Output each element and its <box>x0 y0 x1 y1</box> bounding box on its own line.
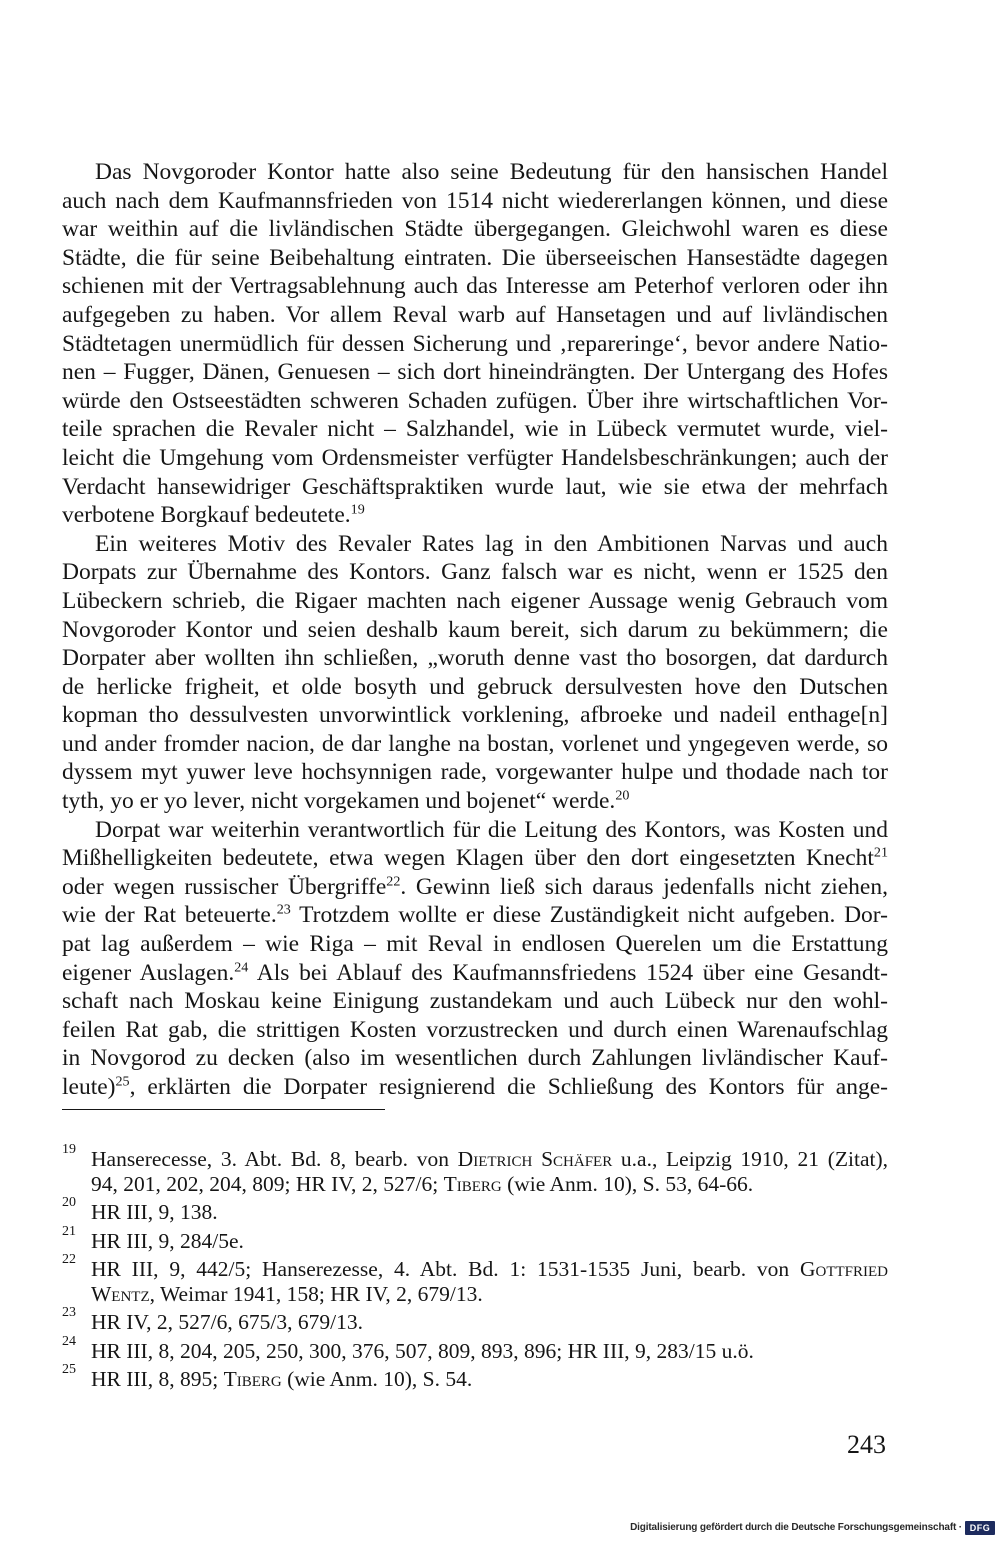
text-segment: Ein weiteres Motiv des Revaler Rates lag in den Ambitionen Narvas und auch <box>95 530 888 557</box>
text-line <box>62 930 888 959</box>
footnote-25 <box>62 1362 888 1392</box>
text-line <box>62 330 888 359</box>
text-segment: nen – Fugger, Dänen, Genuesen – sich dort hineindrängten. Der Untergang des Hofes <box>62 359 888 386</box>
footnote-number: 21 <box>62 1223 76 1239</box>
text-line <box>62 1073 888 1102</box>
text-segment: tyth, yo er yo lever, nicht vorgekamen und bojenet“ werde. <box>62 788 616 815</box>
text-line <box>62 901 888 930</box>
text-segment: pat lag außerdem – wie Riga – mit Reval in endlosen Querelen um die Erstattung <box>62 931 888 958</box>
text-segment: Städtetagen unermüdlich für dessen Sicherung und ‚repareringe‘, bevor andere Natio- <box>62 330 888 357</box>
footnote-23 <box>62 1305 888 1335</box>
text-line <box>62 673 888 702</box>
text-segment: HR III, 8, 204, 205, 250, 300, 376, 507, 809, 893, 896; HR III, 9, 283/15 u.ö. <box>91 1338 754 1363</box>
text-segment: auch nach dem Kaufmannsfrieden von 1514 nicht wiedererlangen können, und diese <box>62 187 888 214</box>
text-line <box>62 358 888 387</box>
footnote-separator <box>62 1109 385 1110</box>
footnote-number: 24 <box>62 1333 76 1349</box>
footnote-line <box>91 1310 888 1335</box>
footnote-number: 20 <box>62 1195 76 1210</box>
text-line <box>62 816 888 845</box>
text-line <box>62 158 888 187</box>
text-segment: de herlicke frigheit, et olde bosyth und gebruck dersulvesten hove den Dutschen <box>62 673 888 700</box>
text-segment: (wie Anm. 10), S. 53, 64-66. <box>501 1171 754 1196</box>
paragraph <box>62 816 888 1102</box>
text-line <box>62 415 888 444</box>
text-segment: 94, 201, 202, 204, 809; HR IV, 2, 527/6; <box>91 1171 444 1196</box>
text-segment: leute) <box>62 1074 116 1100</box>
author-name: Wentz <box>91 1281 150 1306</box>
footnote-reference: 21 <box>873 844 888 861</box>
footnote-reference: 22 <box>386 873 401 890</box>
text-segment: verbotene Borgkauf bedeutete. <box>62 502 351 529</box>
text-line <box>62 473 888 502</box>
text-line <box>62 644 888 673</box>
footnote-20 <box>62 1195 888 1225</box>
text-segment: dyssem myt yuwer leve hochsynnigen rade, vorgewanter hulpe und thodade nach tor <box>62 759 888 786</box>
text-line <box>62 1016 888 1045</box>
text-segment: und ander fromder nacion, de dar langhe na bostan, vorlenet und yngegeven werde, so <box>62 730 888 757</box>
footnote-reference: 25 <box>115 1073 130 1090</box>
text-segment: Dorpat war weiterhin verantwortlich für die Leitung des Kontors, was Kosten und <box>95 816 888 843</box>
text-line <box>62 844 888 873</box>
footnote-line <box>91 1229 888 1254</box>
text-line <box>62 444 888 473</box>
text-line <box>62 587 888 616</box>
text-segment: aufgegeben zu haben. Vor allem Reval warb auf Hansetagen und auf livländischen <box>62 301 888 328</box>
text-segment: feilen Rat gab, die strittigen Kosten vorzustrecken und durch einen Warenaufschlag <box>62 1016 888 1043</box>
text-segment: u.a., Leipzig 1910, 21 (Zitat), <box>612 1147 888 1171</box>
text-segment: , erklärten die Dorpater resignierend die Schließung des Kontors für ange- <box>129 1074 888 1100</box>
paragraph <box>62 530 888 816</box>
text-line <box>62 616 888 645</box>
text-line <box>62 501 888 530</box>
text-segment: Das Novgoroder Kontor hatte also seine Bedeutung für den hansischen Handel <box>95 159 888 185</box>
text-line <box>62 387 888 416</box>
text-segment: . Gewinn ließ sich daraus jedenfalls nicht ziehen, <box>400 873 888 900</box>
dfg-logo: DFG <box>965 1521 995 1535</box>
text-segment: wie der Rat beteuerte. <box>62 902 277 929</box>
text-segment: oder wegen russischer Übergriffe <box>62 873 387 900</box>
text-segment: HR III, 8, 895; <box>91 1367 224 1391</box>
text-line <box>62 959 888 988</box>
text-line <box>62 244 888 273</box>
text-segment: Verdacht hansewidriger Geschäftspraktiken wurde laut, wie sie etwa der mehrfach <box>62 473 888 500</box>
footnote-line <box>91 1200 888 1225</box>
text-segment: Trotzdem wollte er diese Zuständigkeit nicht aufgeben. Dor- <box>290 902 888 929</box>
text-line <box>62 530 888 559</box>
text-segment: in Novgorod zu decken (also im wesentlichen durch Zahlungen livländischer Kauf- <box>62 1045 888 1072</box>
text-line <box>62 787 888 816</box>
text-segment: leicht die Umgehung vom Ordensmeister verfügter Handelsbeschränkungen; auch der <box>62 444 888 471</box>
footnote-reference: 20 <box>615 787 630 804</box>
footnote-line <box>91 1367 888 1392</box>
text-line <box>62 301 888 330</box>
text-line <box>62 187 888 216</box>
text-segment: Novgoroder Kontor und seien deshalb kaum bereit, sich darum zu bekümmern; die <box>62 616 888 643</box>
footnote-line <box>91 1147 888 1172</box>
footnote-line <box>91 1282 888 1307</box>
text-segment: Dorpater aber wollten ihn schließen, „woruth denne vast tho bosorgen, dat dardurch <box>62 645 888 672</box>
footnotes <box>62 1142 888 1392</box>
footnote-line <box>91 1339 888 1364</box>
footnote-line <box>91 1172 888 1197</box>
text-segment: HR III, 9, 442/5; Hanserezesse, 4. Abt. Bd. 1: 1531-1535 Juni, bearb. von <box>91 1257 800 1281</box>
text-segment: kopman tho dessulvesten unvorwintlick vorklening, afbroeke und nadeil enthage[n] <box>62 702 888 729</box>
text-line <box>62 701 888 730</box>
text-line <box>62 873 888 902</box>
paragraph <box>62 158 888 530</box>
text-line <box>62 987 888 1016</box>
text-line <box>62 730 888 759</box>
footnote-line <box>91 1257 888 1282</box>
text-line <box>62 1044 888 1073</box>
author-name: Dietrich Schäfer <box>457 1147 613 1171</box>
text-segment: schaft nach Moskau keine Einigung zustandekam und auch Lübeck nur den wohl- <box>62 988 888 1015</box>
body-text <box>62 158 888 1102</box>
text-line <box>62 758 888 787</box>
text-line <box>62 558 888 587</box>
text-segment: HR IV, 2, 527/6, 675/3, 679/13. <box>91 1310 363 1334</box>
text-segment: teile sprachen die Revaler nicht – Salzhandel, wie in Lübeck vermutet wurde, viel- <box>62 416 888 443</box>
text-segment: Hanserecesse, 3. Abt. Bd. 8, bearb. von <box>91 1147 458 1171</box>
footnote-21 <box>62 1223 888 1254</box>
text-line <box>62 272 888 301</box>
footnote-number: 25 <box>62 1362 76 1377</box>
footnote-reference: 23 <box>276 901 291 918</box>
author-name: Tiberg <box>223 1367 282 1391</box>
digitization-credit: Digitalisierung gefördert durch die Deutsche Forschungsgemeinschaft · <box>630 1522 962 1533</box>
text-segment: Mißhelligkeiten bedeutete, etwa wegen Klagen über den dort eingesetzten Knecht <box>62 845 874 872</box>
text-segment: , Weimar 1941, 158; HR IV, 2, 679/13. <box>149 1281 483 1306</box>
text-segment: schienen mit der Vertragsablehnung auch das Interesse am Peterhof verloren oder ihn <box>62 273 888 300</box>
footnote-number: 23 <box>62 1305 76 1320</box>
text-segment: HR III, 9, 284/5e. <box>91 1228 244 1253</box>
text-segment: würde den Ostseestädten schweren Schaden zufügen. Über ihre wirtschaftlichen Vor- <box>62 387 888 414</box>
footnote-reference: 24 <box>234 958 249 975</box>
footnote-number: 19 <box>62 1142 76 1157</box>
text-line <box>62 215 888 244</box>
text-segment: (wie Anm. 10), S. 54. <box>281 1367 473 1391</box>
text-segment: HR III, 9, 138. <box>91 1200 218 1224</box>
text-segment: Als bei Ablauf des Kaufmannsfriedens 1524 über eine Gesandt- <box>248 959 888 986</box>
text-segment: eigener Auslagen. <box>62 959 235 986</box>
footnote-reference: 19 <box>350 501 365 518</box>
page-number: 243 <box>847 1430 886 1459</box>
footnote-24 <box>62 1333 888 1364</box>
text-segment: war weithin auf die livländischen Städte übergegangen. Gleichwohl waren es diese <box>62 216 888 243</box>
author-name: Gottfried <box>799 1257 888 1281</box>
footnote-number: 22 <box>62 1252 76 1267</box>
author-name: Tiberg <box>443 1171 502 1196</box>
footnote-22 <box>62 1252 888 1306</box>
text-segment: Dorpats zur Übernahme des Kontors. Ganz falsch war es nicht, wenn er 1525 den <box>62 559 888 586</box>
text-segment: Städte, die für seine Beibehaltung eintraten. Die überseeischen Hansestädte dagegen <box>62 244 888 271</box>
footnote-19 <box>62 1142 888 1196</box>
text-segment: Lübeckern schrieb, die Rigaer machten nach eigener Aussage wenig Gebrauch vom <box>62 587 888 614</box>
